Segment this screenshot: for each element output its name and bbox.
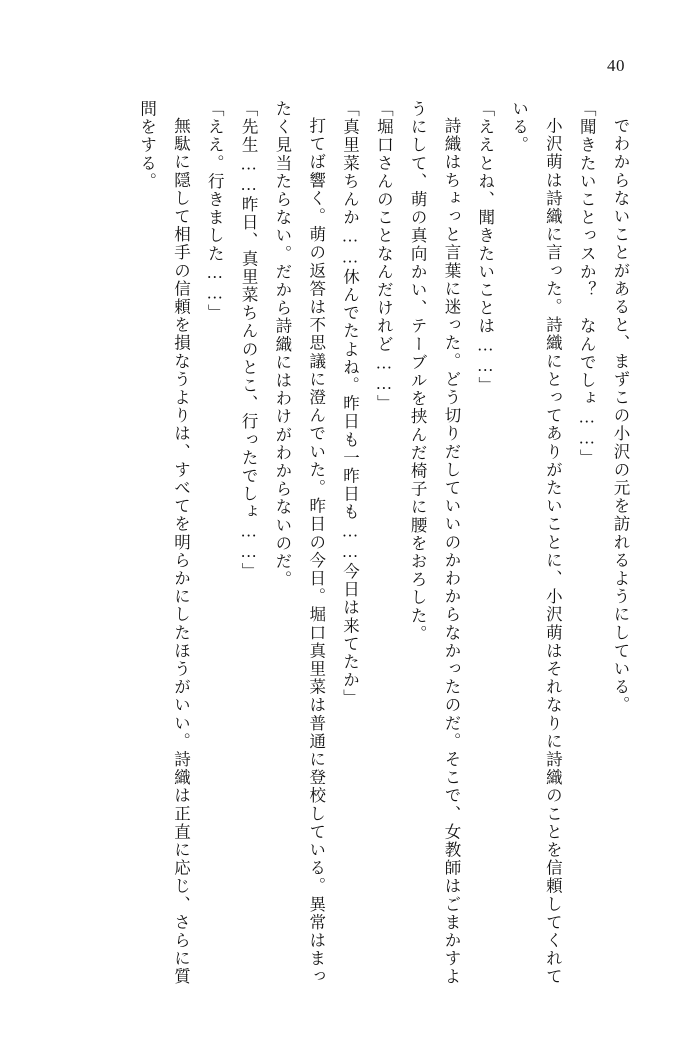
dialogue-line: 「ええ。行きました……」 bbox=[205, 100, 225, 323]
dialogue-line: 「真里菜ちんか……休んでたよね。昨日も一昨日も……今日は来てたか」 bbox=[340, 100, 360, 708]
dialogue-line: 「ええとね、聞きたいことは……」 bbox=[475, 100, 495, 395]
paragraph: 小沢萌は詩織に言った。詩織にとってありがたいことに、小沢萌はそれなりに詩織のことを信頼してくれている。 bbox=[509, 100, 563, 986]
dialogue-line: 「聞きたいことっスか？ なんでしょ……」 bbox=[577, 100, 597, 467]
paragraph: 詩織はちょっと言葉に迷った。どう切りだしていいのかわからなかったのだ。そこで、女教師はごまかすようにして、萌の真向かい、テーブルを挟んだ椅子に腰をおろした。 bbox=[408, 100, 461, 986]
body-text bbox=[46, 100, 637, 990]
page-number: 40 bbox=[607, 56, 625, 75]
paragraph: 打てば響く。萌の返答は不思議に澄んでいた。昨日の今日。堀口真里菜は普通に登校している。異常はまったく見当たらない。だから詩織にはわけがわからないのだ。 bbox=[272, 100, 326, 986]
paragraph: でわからないことがあると、まずこの小沢の元を訪れるようにしている。 bbox=[611, 116, 630, 714]
dialogue-line: 「先生……昨日、真里菜ちんのとこ、行ったでしょ……」 bbox=[239, 100, 259, 581]
dialogue-line: 「堀口さんのことなんだけれど……」 bbox=[374, 100, 394, 413]
paragraph: 無駄に隠して相手の信頼を損なうよりは、すべてを明らかにしたほうがいい。詩織は正直に応じ、さらに質問をする。 bbox=[137, 100, 191, 986]
